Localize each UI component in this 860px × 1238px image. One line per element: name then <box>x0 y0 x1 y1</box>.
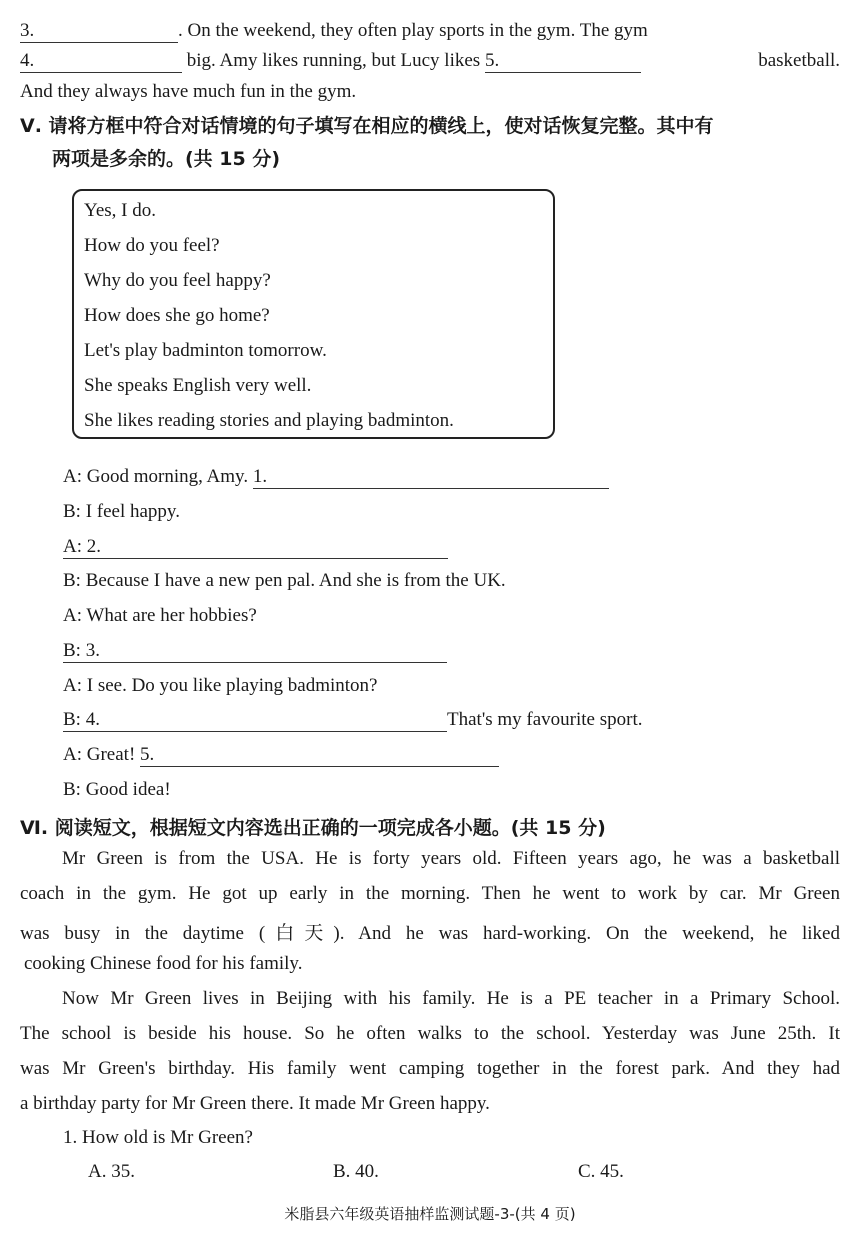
dialogue-line-9: A: Great! 5. <box>63 744 499 767</box>
passage-p2-l1: Now Mr Green lives in Beijing with his family. He is a PE teacher in a Primary School. <box>62 988 840 1009</box>
line-3: 3. . On the weekend, they often play sports in the gym. The gym <box>20 20 648 41</box>
dialogue-line-1: A: Good morning, Amy. 1. <box>63 466 609 489</box>
answer-blank-1[interactable]: 1. <box>253 466 609 489</box>
line-4: 4. big. Amy likes running, but Lucy likes 5. basketball. <box>20 50 840 71</box>
dialogue-line-5: A: What are her hobbies? <box>63 605 257 626</box>
option-5: Let's play badminton tomorrow. <box>84 340 327 361</box>
answer-blank-2[interactable]: A: 2. <box>63 536 448 559</box>
passage-p1-l3: was busy in the daytime (白天). And he was hard-working. On the weekend, he liked <box>20 923 840 944</box>
option-1: Yes, I do. <box>84 200 156 221</box>
option-4: How does she go home? <box>84 305 270 326</box>
section-5-title-cont: 两项是多余的。(共 15 分) <box>52 148 281 170</box>
question-1-option-c[interactable]: C. 45. <box>578 1161 624 1182</box>
passage-p2-l4: a birthday party for Mr Green there. It made Mr Green happy. <box>20 1093 490 1114</box>
section-5-title: Ⅴ. 请将方框中符合对话情境的句子填写在相应的横线上，使对话恢复完整。其中有 <box>20 115 714 137</box>
answer-blank-4[interactable]: B: 4. <box>63 709 447 732</box>
passage-p1-l2: coach in the gym. He got up early in the morning. Then he went to work by car. Mr Green <box>20 883 840 904</box>
option-3: Why do you feel happy? <box>84 270 271 291</box>
dialogue-line-7: A: I see. Do you like playing badminton? <box>63 675 378 696</box>
blank-3[interactable]: 3. <box>20 20 178 43</box>
passage-p1-l4: cooking Chinese food for his family. <box>24 953 303 974</box>
dialogue-line-2: B: I feel happy. <box>63 501 180 522</box>
page-footer: 米脂县六年级英语抽样监测试题-3-(共 4 页) <box>284 1205 576 1223</box>
dialogue-line-8: B: 4. That's my favourite sport. <box>63 709 643 730</box>
option-2: How do you feel? <box>84 235 220 256</box>
option-7: She likes reading stories and playing badminton. <box>84 410 454 431</box>
passage-p2-l3: was Mr Green's birthday. His family went camping together in the forest park. And they had <box>20 1058 840 1079</box>
dialogue-line-3 <box>63 536 448 559</box>
question-1-option-b[interactable]: B. 40. <box>333 1161 379 1182</box>
answer-blank-3[interactable]: B: 3. <box>63 640 447 663</box>
dialogue-line-4: B: Because I have a new pen pal. And she is from the UK. <box>63 570 506 591</box>
blank-5[interactable]: 5. <box>485 50 641 73</box>
answer-blank-5[interactable]: 5. <box>140 744 499 767</box>
passage-p2-l2: The school is beside his house. So he often walks to the school. Yesterday was June 25th. It <box>20 1023 840 1044</box>
section-6-title: Ⅵ. 阅读短文，根据短文内容选出正确的一项完成各小题。(共 15 分) <box>20 817 606 839</box>
option-6: She speaks English very well. <box>84 375 312 396</box>
blank-4[interactable]: 4. <box>20 50 182 73</box>
dialogue-line-10: B: Good idea! <box>63 779 171 800</box>
dialogue-line-6 <box>63 640 447 663</box>
passage-p1-l1: Mr Green is from the USA. He is forty years old. Fifteen years ago, he was a basketball <box>62 848 840 869</box>
question-1: 1. How old is Mr Green? <box>63 1127 253 1148</box>
question-1-option-a[interactable]: A. 35. <box>88 1161 135 1182</box>
line-continuation: And they always have much fun in the gym. <box>20 81 357 102</box>
